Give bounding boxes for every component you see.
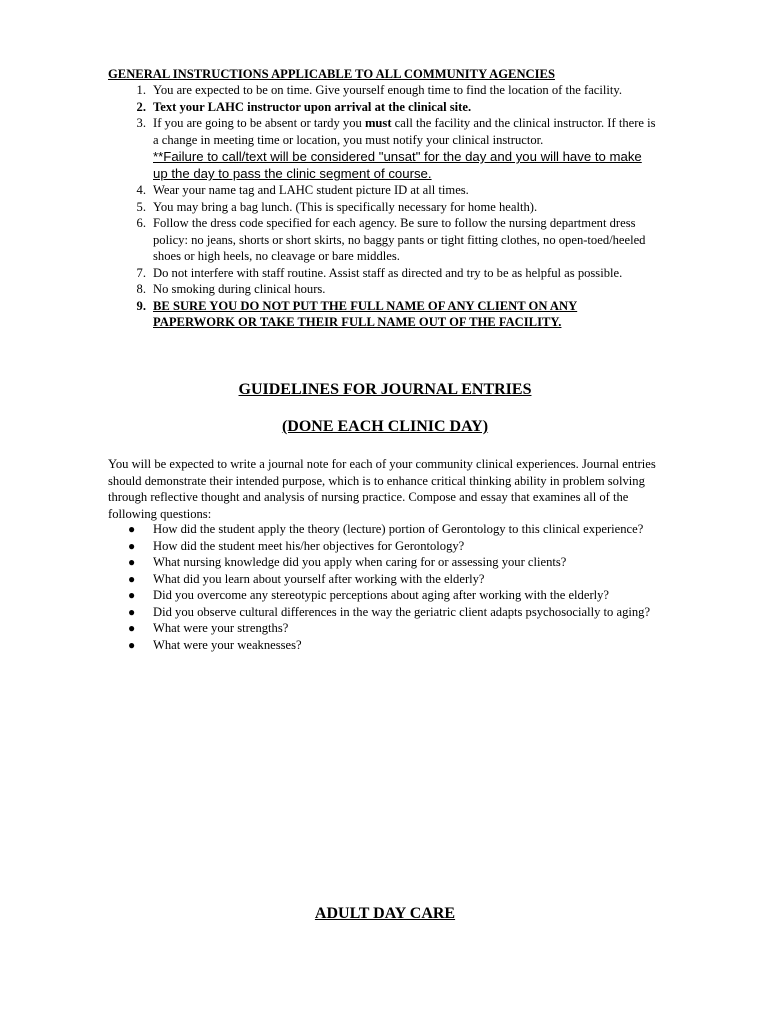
list-item xyxy=(108,281,660,298)
list-item xyxy=(108,199,660,216)
list-item-text: Wear your name tag and LAHC student picture ID at all times. xyxy=(153,183,469,197)
list-item-number: 3. xyxy=(136,116,146,130)
list-item xyxy=(108,265,660,282)
list-item-text: Text your LAHC instructor upon arrival at the clinical site. xyxy=(153,99,472,114)
list-item xyxy=(108,620,668,637)
bullet-icon: ● xyxy=(128,571,136,586)
bullet-icon: ● xyxy=(128,522,136,536)
list-item-emphasis: must xyxy=(364,116,392,130)
bullet-icon: ● xyxy=(128,621,136,635)
list-item-number: 1. xyxy=(136,83,146,97)
journal-guidelines-title: GUIDELINES FOR JOURNAL ENTRIES xyxy=(238,381,532,398)
question-text: What were your strengths? xyxy=(153,621,289,635)
list-item-number: 7. xyxy=(136,265,146,280)
list-item-text-end: call the facility and the clinical instructor. If there is a change in meeting time or location, you must notify your clinical instructor. xyxy=(153,116,656,147)
question-text: What did you learn about yourself after working with the elderly? xyxy=(153,571,485,586)
question-text: How did the student meet his/her objectives for Gerontology? xyxy=(153,538,465,553)
list-item xyxy=(108,115,660,182)
list-item-number: 8. xyxy=(136,282,146,296)
list-item-text: No smoking during clinical hours. xyxy=(153,282,326,296)
bullet-icon: ● xyxy=(128,588,136,602)
list-item xyxy=(108,99,660,116)
list-item xyxy=(108,521,668,538)
list-item-number: 2. xyxy=(136,99,146,114)
bullet-icon: ● xyxy=(128,555,136,569)
list-item xyxy=(108,587,668,604)
list-item xyxy=(108,298,660,331)
failure-warning: **Failure to call/text will be considered "unsat" for the day and you will have to make up the day to pass the clinic segment of course. xyxy=(153,149,642,181)
list-item xyxy=(108,538,668,555)
general-instructions-heading: GENERAL INSTRUCTIONS APPLICABLE TO ALL COMMUNITY AGENCIES xyxy=(108,67,555,81)
question-text: How did the student apply the theory (lecture) portion of Gerontology to this clinical experience? xyxy=(153,522,644,536)
general-instructions-list xyxy=(108,82,660,331)
list-item-number: 9. xyxy=(136,298,146,313)
list-item-text-start: If you are going to be absent or tardy you xyxy=(153,116,365,130)
list-item-text: You may bring a bag lunch. (This is specifically necessary for home health). xyxy=(153,199,538,214)
question-text: Did you overcome any stereotypic perceptions about aging after working with the elderly? xyxy=(153,588,610,602)
list-item-text: Follow the dress code specified for each agency. Be sure to follow the nursing department dress policy: no jeans, shorts or short skirts, no baggy pants or tight fitting clothes, no open-toed/heeled shoes or high heels, no cleavage or bare middles. xyxy=(153,216,646,263)
journal-questions-list xyxy=(108,521,668,653)
question-text: What were your weaknesses? xyxy=(153,637,302,652)
list-item xyxy=(108,571,668,588)
list-item xyxy=(108,554,668,571)
list-item-text: BE SURE YOU DO NOT PUT THE FULL NAME OF ANY CLIENT ON ANY PAPERWORK OR TAKE THEIR FULL NAME OUT OF THE FACILITY. xyxy=(153,298,578,329)
list-item-number: 4. xyxy=(136,183,146,197)
bullet-icon: ● xyxy=(128,538,136,553)
list-item xyxy=(108,182,660,199)
list-item xyxy=(108,637,668,654)
list-item-number: 5. xyxy=(136,199,146,214)
journal-intro-paragraph: You will be expected to write a journal note for each of your community clinical experiences. Journal entries should demonstrate their intended purpose, which is to enhance critical thinking ability in problem solving through reflective thought and analysis of nursing practice. Compose and essay that examines all of the following questions: xyxy=(108,457,656,521)
list-item xyxy=(108,604,668,621)
question-text: Did you observe cultural differences in the way the geriatric client adapts psychosocially to aging? xyxy=(153,604,651,619)
bullet-icon: ● xyxy=(128,604,136,619)
list-item-text: You are expected to be on time. Give yourself enough time to find the location of the facility. xyxy=(153,83,622,97)
journal-guidelines-subtitle: (DONE EACH CLINIC DAY) xyxy=(281,418,489,435)
list-item-text: Do not interfere with staff routine. Assist staff as directed and try to be as helpful as possible. xyxy=(153,265,623,280)
list-item xyxy=(108,82,660,99)
question-text: What nursing knowledge did you apply when caring for or assessing your clients? xyxy=(153,555,567,569)
adult-day-care-title: ADULT DAY CARE xyxy=(314,905,456,922)
bullet-icon: ● xyxy=(128,637,136,652)
list-item xyxy=(108,215,660,265)
list-item-number: 6. xyxy=(136,216,146,230)
